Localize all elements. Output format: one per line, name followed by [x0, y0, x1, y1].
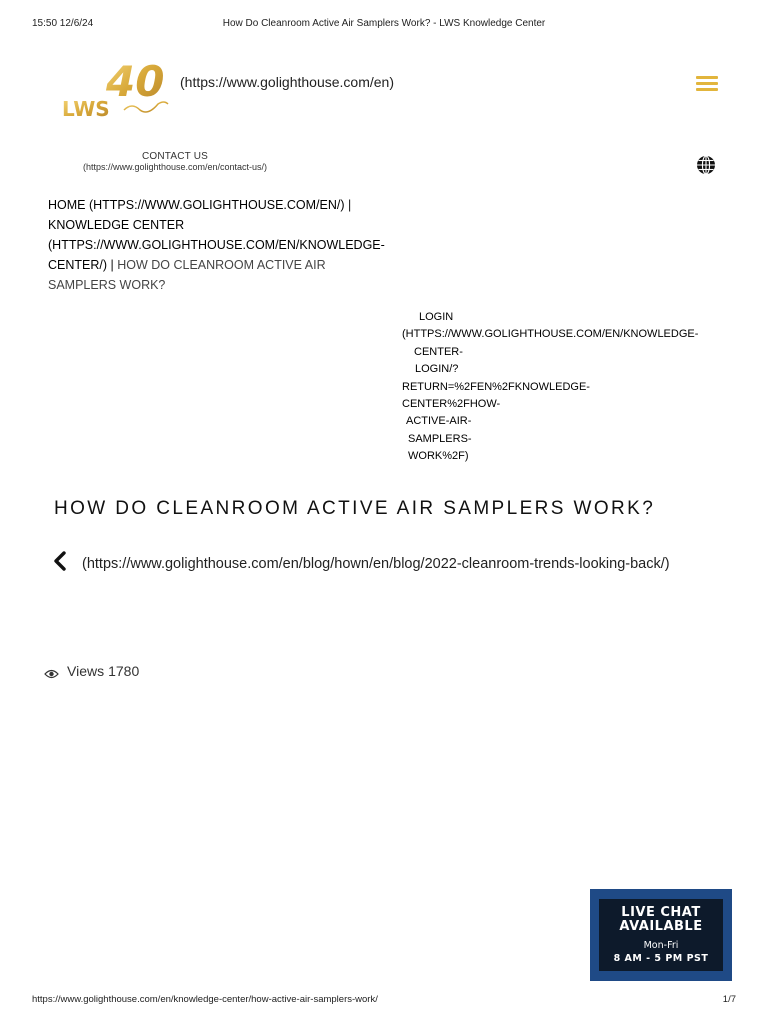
- breadcrumb-knowledge-center-link[interactable]: KNOWLEDGE CENTER (HTTPS://WWW.GOLIGHTHOUSE.COM/EN/KNOWLEDGE-CENTER/): [48, 218, 385, 272]
- breadcrumb-home-link[interactable]: HOME (HTTPS://WWW.GOLIGHTHOUSE.COM/EN/): [48, 198, 345, 212]
- views-label: Views: [67, 663, 105, 679]
- login-line: WORK%2F): [408, 450, 469, 463]
- login-line: LOGIN/?: [415, 363, 459, 376]
- live-chat-hours: 8 AM - 5 PM PST: [613, 953, 709, 964]
- live-chat-days: Mon-Fri: [643, 940, 679, 951]
- print-page-number: 1/7: [722, 994, 736, 1005]
- print-footer-url: https://www.golighthouse.com/en/knowledge-center/how-active-air-samplers-work/: [32, 994, 378, 1005]
- live-chat-title: [599, 899, 723, 934]
- login-line: SAMPLERS-: [408, 432, 472, 445]
- breadcrumb-current: HOW DO CLEANROOM ACTIVE AIR SAMPLERS WORK?: [48, 258, 326, 292]
- live-chat-line1: LIVE CHAT: [621, 905, 701, 920]
- login-link[interactable]: [400, 309, 710, 466]
- login-line: CENTER-: [414, 345, 463, 358]
- svg-text:40: 40: [106, 57, 165, 106]
- login-line: RETURN=%2FEN%2FKNOWLEDGE-: [402, 380, 590, 393]
- breadcrumb-separator: |: [107, 258, 118, 272]
- breadcrumb-separator: |: [344, 198, 352, 212]
- print-datetime: 15:50 12/6/24: [32, 18, 94, 29]
- contact-us-url: (https://www.golighthouse.com/en/contact-us/): [82, 162, 268, 172]
- views-counter: [67, 663, 143, 679]
- views-count: 1780: [108, 663, 140, 679]
- login-line: (HTTPS://WWW.GOLIGHTHOUSE.COM/EN/KNOWLEDGE-: [402, 328, 699, 341]
- live-chat-panel: [599, 899, 723, 971]
- login-line: CENTER%2FHOW-: [402, 398, 501, 411]
- contact-us-link[interactable]: [66, 151, 284, 172]
- contact-us-label: CONTACT US: [141, 151, 209, 162]
- live-chat-button[interactable]: [590, 889, 732, 981]
- svg-text:LWS: LWS: [62, 97, 110, 120]
- breadcrumb: [48, 195, 393, 295]
- lws-40-years-logo-icon: [62, 56, 174, 120]
- chevron-left-icon[interactable]: [52, 551, 68, 571]
- previous-article-link[interactable]: (https://www.golighthouse.com/en/blog/hown/en/blog/2022-cleanroom-trends-looking-back/): [82, 556, 670, 572]
- login-line: ACTIVE-AIR-: [406, 415, 472, 428]
- page-title: HOW DO CLEANROOM ACTIVE AIR SAMPLERS WORK?: [54, 498, 656, 519]
- logo-link[interactable]: (https://www.golighthouse.com/en): [180, 74, 394, 90]
- eye-icon: [44, 667, 59, 679]
- live-chat-line2: AVAILABLE: [619, 919, 703, 934]
- print-page-title: How Do Cleanroom Active Air Samplers Work? - LWS Knowledge Center: [222, 18, 546, 29]
- globe-icon[interactable]: [696, 155, 716, 175]
- hamburger-menu-icon[interactable]: [696, 76, 718, 92]
- lws-logo[interactable]: [62, 56, 174, 120]
- login-line: LOGIN: [419, 311, 454, 323]
